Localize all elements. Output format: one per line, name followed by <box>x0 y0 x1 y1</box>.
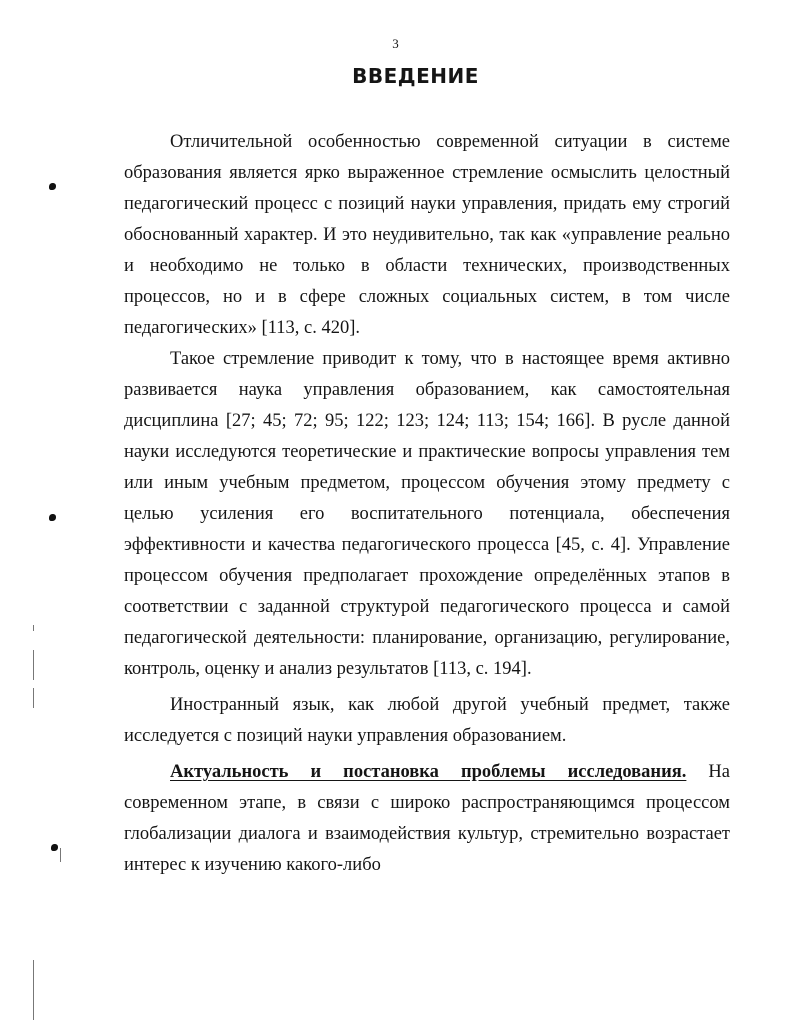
margin-line <box>33 960 34 1020</box>
scan-mark-3 <box>51 844 58 851</box>
margin-line <box>33 650 34 680</box>
margin-line <box>33 688 34 708</box>
scan-mark-2 <box>49 514 56 521</box>
paragraph-intro: Отличительной особенностью современной ситуации в системе образования является ярко выраженное стремление осмыслить целостный педагогический процесс с позиций науки управления, придать ему строгий обоснованный характер. И это неудивительно, так как «управление реально и необходимо не только в области технических, производственных процессов, но и в сфере сложных социальных систем, в том числе педагогических» [113, с. 420]. <box>124 132 730 338</box>
paragraph-relevance <box>124 757 730 881</box>
paragraph-foreign-language: Иностранный язык, как любой другой учебный предмет, также исследуется с позиций науки управления образованием. <box>124 695 730 746</box>
paragraph-relevance-text: На современном этапе, в связи с широко распространяющимся процессом глобализации диалога и взаимодействия культур, стремительно возрастает интерес к изучению какого-либо <box>124 762 730 875</box>
page-title: ВВЕДЕНИЕ <box>352 64 479 88</box>
paragraph-education-management: Такое стремление приводит к тому, что в настоящее время активно развивается наука управления образованием, как самостоятельная дисциплина [27; 45; 72; 95; 122; 123; 124; 113; 154; 166]. В русле данной науки исследуются теоретические и практические вопросы управления тем или иным учебным предметом, процессом обучения этому предмету с целью усиления его воспитательного потенциала, обеспечения эффективности и качества педагогического процесса [45, с. 4]. Управление процессом обучения предполагает прохождение определённых этапов в соответствии с заданной структурой педагогического процесса и самой педагогической деятельности: планирование, организацию, регулирование, контроль, оценку и анализ результатов [113, с. 194]. <box>124 349 730 679</box>
scan-mark-1 <box>49 183 56 190</box>
margin-line <box>33 625 34 631</box>
section-heading-relevance: Актуальность и постановка проблемы исследования. <box>170 762 687 782</box>
margin-line <box>60 848 61 862</box>
page-number: 3 <box>392 36 399 51</box>
document-body <box>124 127 730 881</box>
